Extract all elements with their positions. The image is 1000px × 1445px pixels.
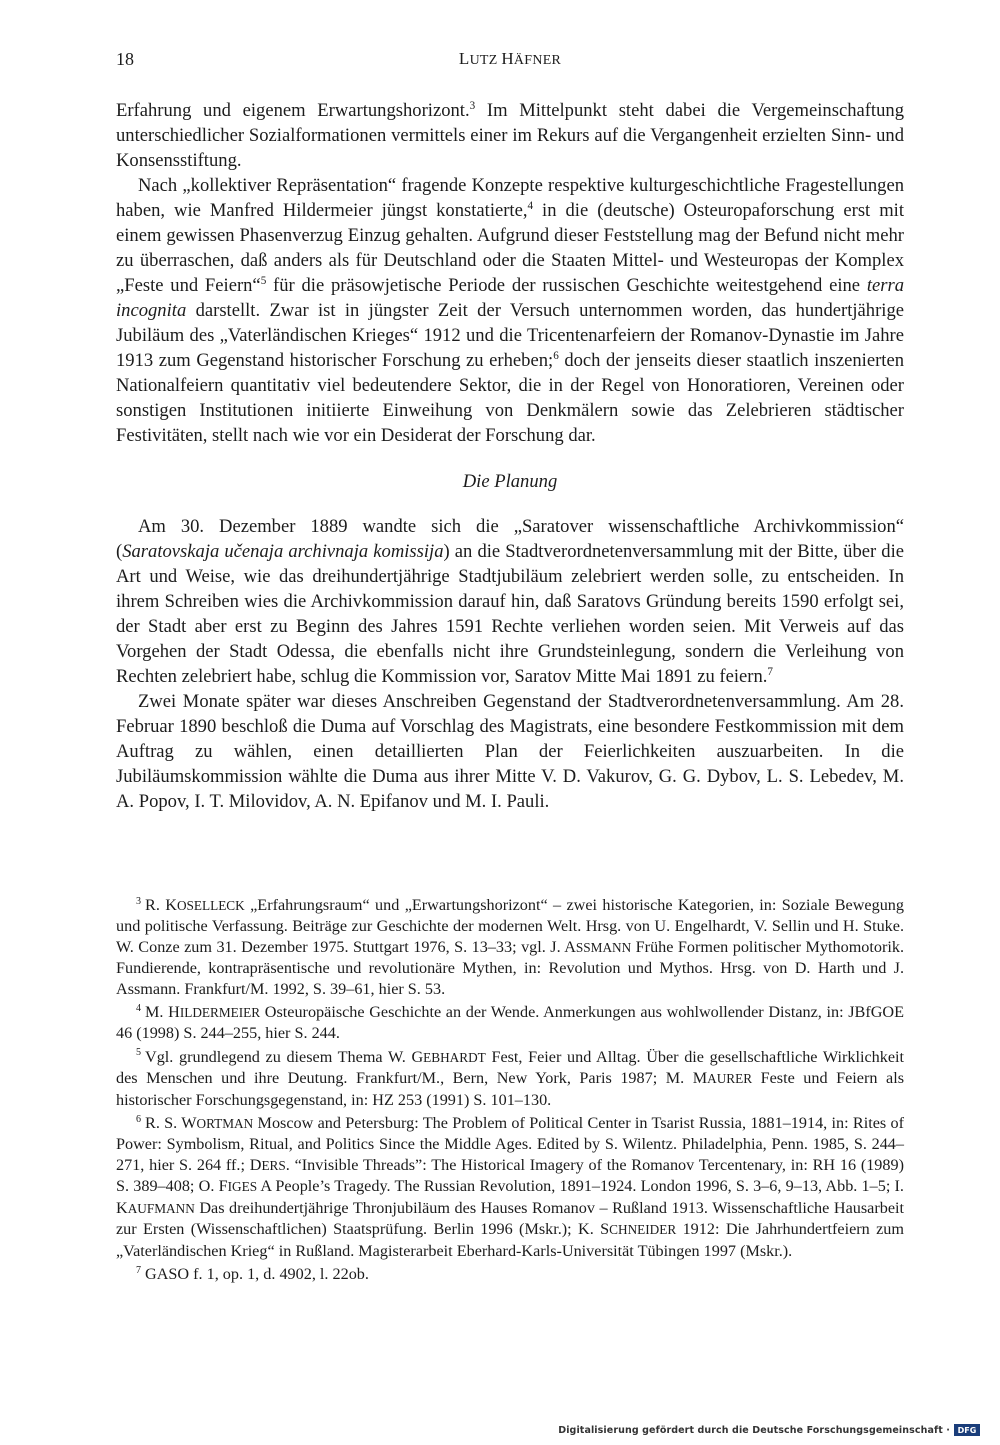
- digitization-footer: [558, 1423, 980, 1437]
- paragraph-3: Am 30. Dezember 1889 wandte sich die „Saratover wissenschaftliche Archivkommission“ (Saratovskaja učenaja archivnaja komissija) an die Stadtverordnetenversammlung mit der Bitte, über die Art und Weise, wie das dreihundertjährige Stadtjubiläum zelebriert werden solle, zu entscheiden. In ihrem Schreiben wies die Archivkommission darauf hin, daß Saratovs Gründung bereits 1590 erfolgt sei, der Stadt aber erst zu Beginn des Jahres 1591 Rechte verliehen worden seien. Mit Verweis auf das Vorgehen der Stadt Odessa, die ebenfalls nicht ihre Grundsteinlegung, sondern die Verleihung von Rechten zelebriert habe, schlug die Kommission vor, Saratov Mitte Mai 1891 zu feiern.$^7$: [116, 516, 904, 687]
- footnote-3: $^3$ R. KOSELLECK „Erfahrungsraum“ und „Erwartungshorizont“ – zwei historische Kategorien, in: Soziale Bewegung und politische Verfassung. Beiträge zur Geschichte der modernen Welt. Hrsg. von U. Engelhardt, V. Sellin und H. Stuke. W. Conze zum 31. Dezember 1975. Stuttgart 1976, S. 13–33; vgl. J. ASSMANN Frühe Formen politischer Mythomotorik. Fundierende, kontrapräsentische und revolutionäre Mythen, in: Revolution und Mythos. Hrsg. von D. Harth und J. Assmann. Frankfurt/M. 1992, S. 39–61, hier S. 53.: [116, 895, 904, 998]
- running-head-author: LUTZ HÄFNER: [458, 49, 562, 68]
- footnotes: [116, 895, 904, 1287]
- page-number: 18: [116, 49, 134, 69]
- paragraph-1: Erfahrung und eigenem Erwartungshorizont.$^3$ Im Mittelpunkt steht dabei die Vergemeinschaftung unterschiedlicher Sozialformationen vermittels einer im Rekurs auf die Vergangenheit erzielten Sinn- und Konsensstiftung.: [116, 99, 904, 171]
- dfg-logo: DFG: [954, 1424, 980, 1436]
- paragraph-2: Nach „kollektiver Repräsentation“ fragende Konzepte respektive kulturgeschichtliche Fragestellungen haben, wie Manfred Hildermeier jüngst konstatierte,$^4$ in die (deutsche) Osteuropaforschung erst mit einem gewissen Phasenverzug Einzug gehalten. Aufgrund dieser Feststellung mag der Befund nicht mehr zu überraschen, daß anders als für Deutschland oder die Staaten Mittel- und Westeuropas der Komplex „Feste und Feiern“$^5$ für die präsowjetische Periode der russischen Geschichte weitestgehend eine terra incognita darstellt. Zwar ist in jüngster Zeit der Versuch unternommen worden, das hundertjährige Jubiläum des „Vaterländischen Krieges“ 1912 und die Tricentenarfeiern der Romanov-Dynastie im Jahre 1913 zum Gegenstand historischer Forschung zu erheben;$^6$ doch der jenseits dieser staatlich inszenierten Nationalfeiern quantitativ viel bedeutendere Sektor, die in der Regel von Honoratioren, Vereinen oder sonstigen Institutionen initiierte Einweihung von Denkmälern sowie das Zelebrieren städtischer Festivitäten, stellt nach wie vor ein Desiderat der Forschung dar.: [116, 175, 905, 446]
- footnote-ref-4: 4: [527, 199, 534, 212]
- body-text: [116, 98, 904, 814]
- paragraph-4: Zwei Monate später war dieses Anschreiben Gegenstand der Stadtverordnetenversammlung. Am 28. Februar 1890 beschloß die Duma auf Vorschlag des Magistrats, eine besondere Festkommission mit dem Auftrag zu wählen, einen detaillierten Plan der Feierlichkeiten auszuarbeiten. In die Jubiläumskommission wählte die Duma aus ihrer Mitte V. D. Vakurov, G. G. Dybov, L. S. Lebedev, M. A. Popov, I. T. Milovidov, A. N. Epifanov und M. I. Pauli.: [116, 691, 904, 812]
- footnote-ref-5: 5: [260, 274, 267, 287]
- footnote-ref-3: 3: [469, 99, 476, 112]
- running-head: [116, 49, 904, 73]
- footnote-4: $^4$ M. HILDERMEIER Osteuropäische Geschichte an der Wende. Anmerkungen aus wohlwollender Distanz, in: JBfGOE 46 (1998) S. 244–255, hier S. 244.: [116, 1002, 904, 1043]
- digitization-credit: Digitalisierung gefördert durch die Deutsche Forschungsgemeinschaft ·: [558, 1424, 950, 1436]
- footnote-ref-7: 7: [767, 665, 773, 678]
- section-heading: Die Planung: [462, 471, 558, 492]
- footnote-6: $^6$ R. S. WORTMAN Moscow and Petersburg: The Problem of Political Center in Tsarist Russia, 1881–1914, in: Rites of Power: Symbolism, Ritual, and Politics Since the Middle Ages. Edited by S. Wilentz. Philadelphia, Penn. 1985, S. 244–271, hier S. 264 ff.; DERS. “Invisible Threads”: The Historical Imagery of the Romanov Tercentenary, in: RH 16 (1989) S. 389–408; O. FIGES A People’s Tragedy. The Russian Revolution, 1891–1924. London 1996, S. 3–6, 9–13, Abb. 1–5; I. KAUFMANN Das dreihundertjährige Thronjubiläum des Hauses Romanov – Rußland 1913. Wissenschaftliche Hausarbeit zur Ersten (Wissenschaftlichen) Staatsprüfung. Berlin 1996 (Mskr.); K. SCHNEIDER 1912: Die Jahrhundertfeiern zum „Vaterländischen Krieg“ in Rußland. Magisterarbeit Eberhard-Karls-Universität Tübingen 1997 (Mskr.).: [116, 1113, 904, 1260]
- footnote-ref-6: 6: [553, 349, 559, 362]
- footnote-5: $^5$ Vgl. grundlegend zu diesem Thema W. GEBHARDT Fest, Feier und Alltag. Über die gesellschaftliche Wirklichkeit des Menschen und ihre Deutung. Frankfurt/M., Bern, New York, Paris 1987; M. MAURER Feste und Feiern als historischer Forschungsgegenstand, in: HZ 253 (1991) S. 101–130.: [116, 1047, 904, 1109]
- footnote-7: $^7$ GASO f. 1, op. 1, d. 4902, l. 22ob.: [136, 1264, 369, 1283]
